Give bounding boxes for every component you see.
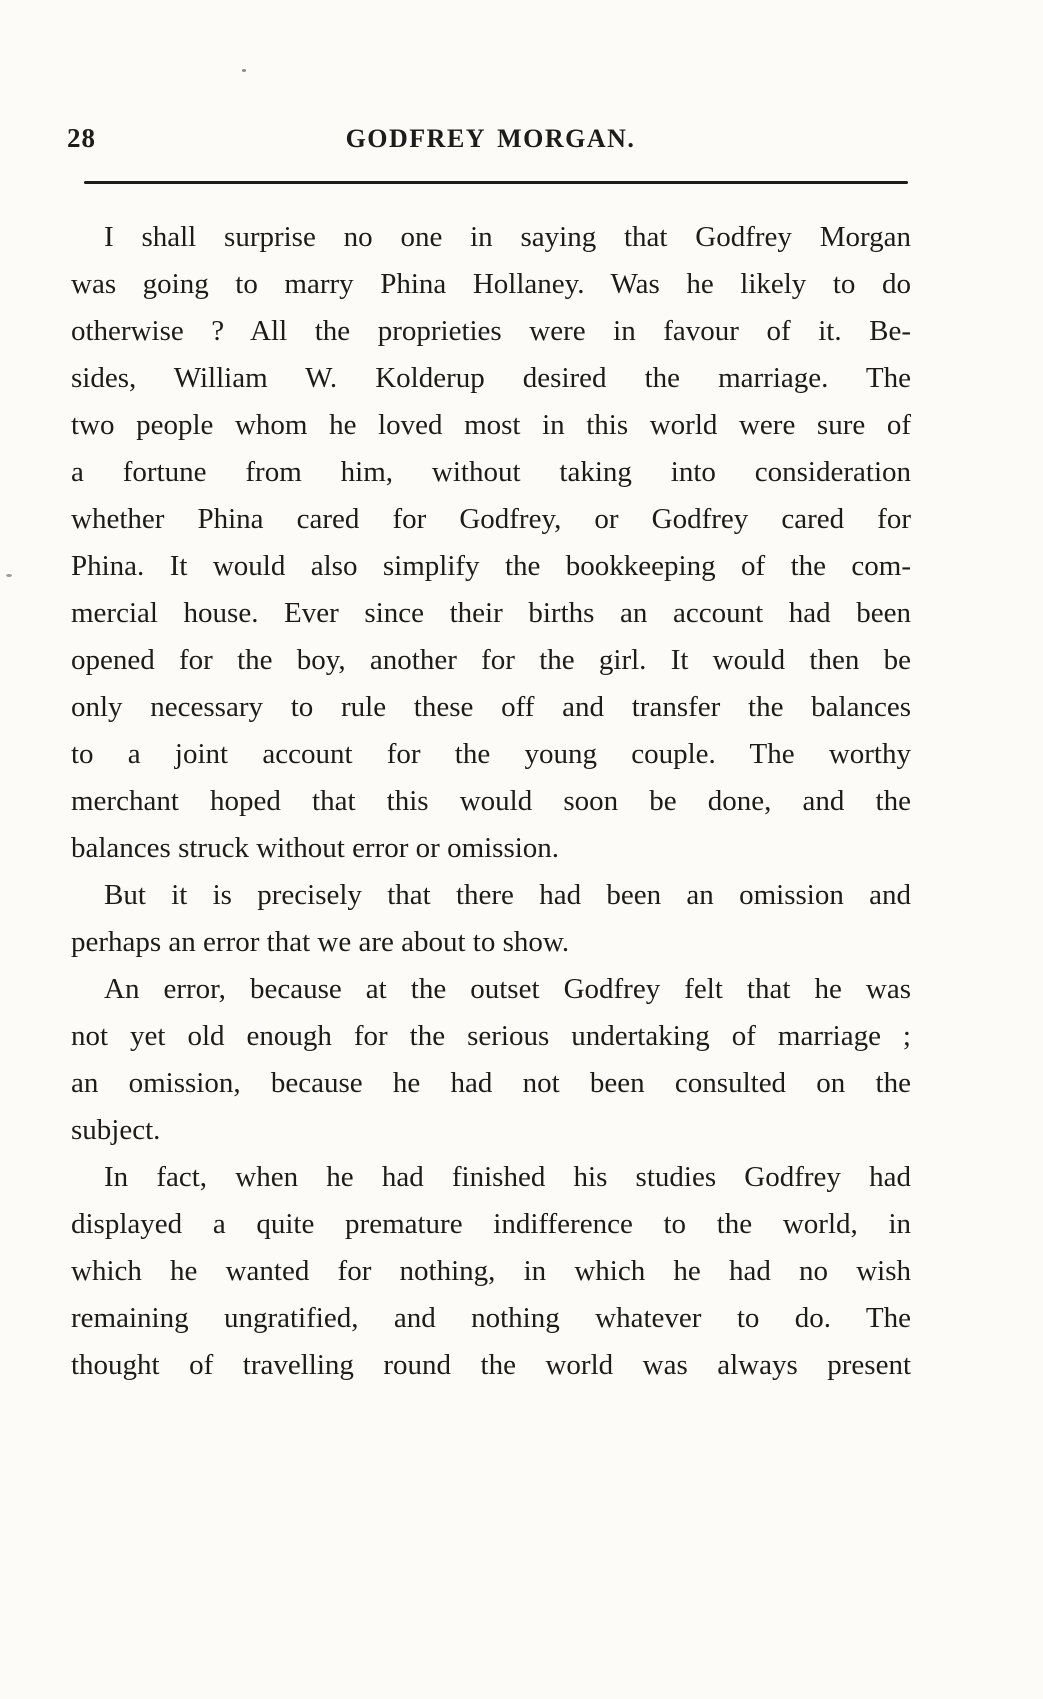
scan-speck (242, 69, 246, 72)
scan-speck (6, 574, 12, 577)
text-line: thought of travelling round the world was always present (71, 1349, 911, 1381)
text-line: only necessary to rule these off and transfer the balances (71, 691, 911, 723)
text-line: not yet old enough for the serious undertaking of marriage ; (71, 1020, 911, 1052)
text-line: subject. (71, 1114, 161, 1146)
text-line: was going to marry Phina Hollaney. Was he likely to do (71, 268, 911, 300)
text-line: an omission, because he had not been consulted on the (71, 1067, 911, 1099)
text-line: balances struck without error or omission. (71, 832, 560, 864)
paragraph (71, 214, 911, 872)
text-line: perhaps an error that we are about to show. (71, 926, 570, 958)
paragraph (71, 872, 911, 966)
header-rule (84, 181, 908, 184)
text-line: opened for the boy, another for the girl. It would then be (71, 644, 911, 676)
text-line: merchant hoped that this would soon be done, and the (71, 785, 911, 817)
page-body (71, 214, 911, 1389)
paragraph (71, 966, 911, 1154)
text-line: sides, William W. Kolderup desired the marriage. The (71, 362, 911, 394)
text-line: which he wanted for nothing, in which he had no wish (71, 1255, 911, 1287)
text-line: displayed a quite premature indifference to the world, in (71, 1208, 911, 1240)
text-line: An error, because at the outset Godfrey felt that he was (104, 973, 911, 1005)
page-number: 28 (67, 123, 96, 153)
paragraph (71, 1154, 911, 1389)
text-line: whether Phina cared for Godfrey, or Godfrey cared for (71, 503, 911, 535)
text-line: mercial house. Ever since their births an account had been (71, 597, 911, 629)
text-line: remaining ungratified, and nothing whatever to do. The (71, 1302, 911, 1334)
text-line: to a joint account for the young couple. The worthy (71, 738, 911, 770)
running-title: GODFREY MORGAN. (345, 124, 636, 153)
text-line: a fortune from him, without taking into consideration (71, 456, 911, 488)
text-line: Phina. It would also simplify the bookkeeping of the com- (71, 550, 911, 582)
text-line: But it is precisely that there had been an omission and (104, 879, 911, 911)
text-line: otherwise ? All the proprieties were in favour of it. Be- (71, 315, 911, 347)
page-header (67, 121, 911, 165)
text-line: I shall surprise no one in saying that Godfrey Morgan (104, 221, 911, 253)
text-line: two people whom he loved most in this world were sure of (71, 409, 911, 441)
text-line: In fact, when he had finished his studies Godfrey had (104, 1161, 911, 1193)
